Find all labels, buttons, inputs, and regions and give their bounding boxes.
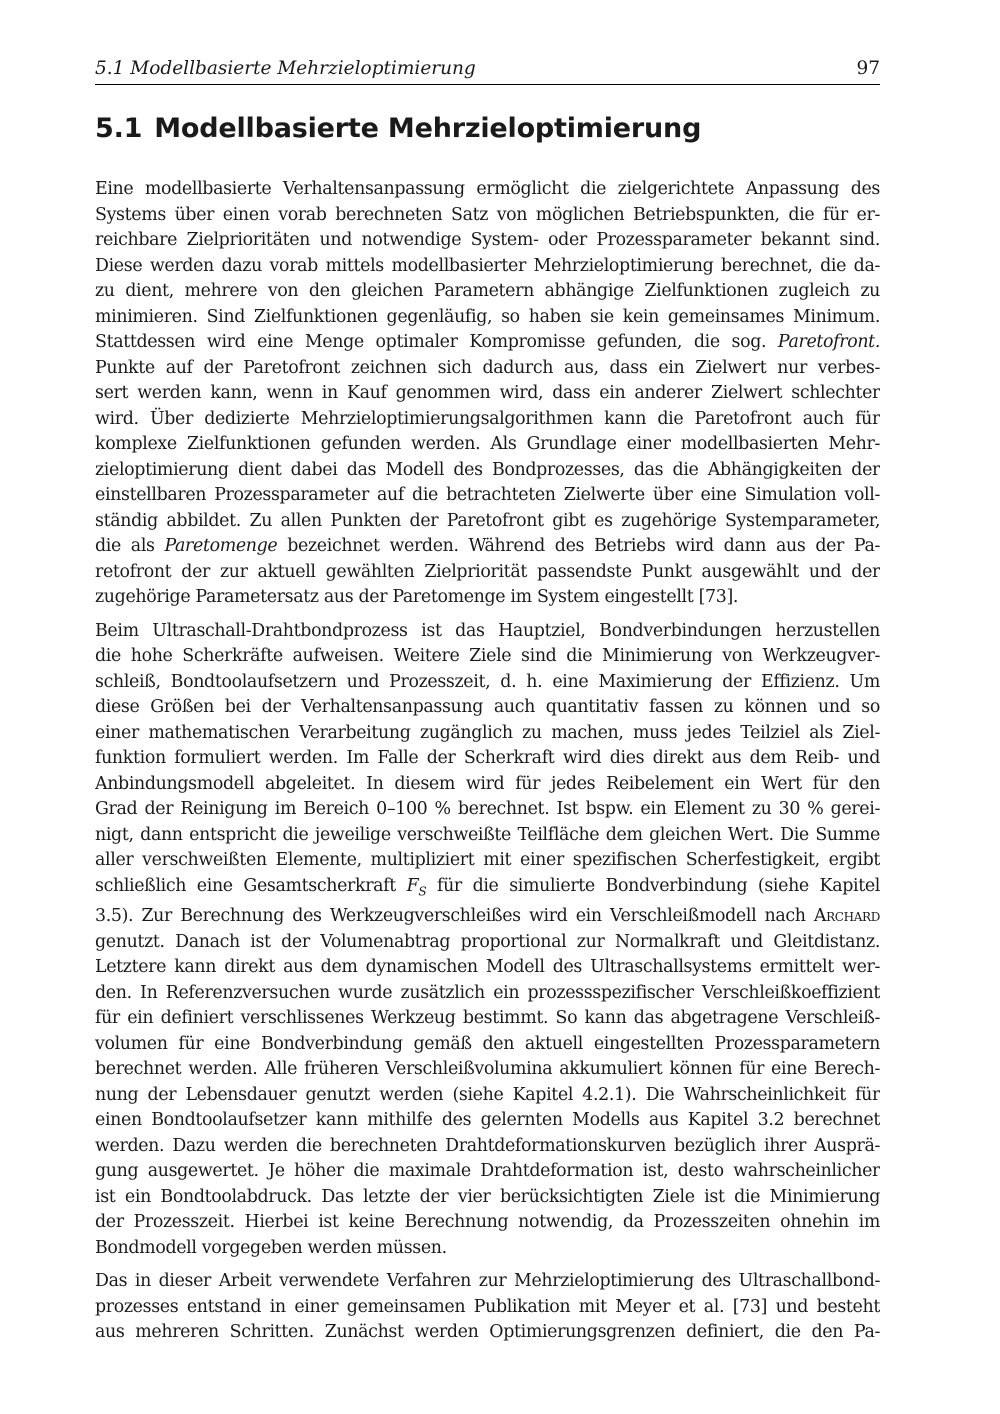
- text-line: genutzt. Danach ist der Volumenabtrag proportional zur Normalkraft und Gleitdistanz.: [95, 931, 880, 952]
- text-line: schließlich eine Gesamtscherkraft $F_S$ für die simulierte Bondverbindung (siehe Kapitel: [95, 875, 880, 898]
- text-line: die hohe Scherkräfte aufweisen. Weitere Ziele sind die Minimierung von Werkzeugver-: [95, 646, 880, 666]
- text-line: Stattdessen wird eine Menge optimaler Kompromisse gefunden, die sog. Paretofront.: [95, 332, 880, 352]
- text-line: den. In Referenzversuchen wurde zusätzlich ein prozessspezifischer Verschleißkoeffizient: [95, 982, 880, 1003]
- text-line: werden. Dazu werden die berechneten Drahtdeformationskurven bezüglich ihrer Ausprä-: [95, 1135, 880, 1156]
- text-line: komplexe Zielfunktionen gefunden werden. Als Grundlage einer modellbasierten Mehr-: [95, 434, 880, 454]
- paragraph-1: [95, 177, 880, 611]
- text-line: retofront der zur aktuell gewählten Zielpriorität passendste Punkt ausgewählt und der: [95, 561, 880, 582]
- text-line: 3.5). Zur Berechnung des Werkzeugverschleißes wird ein Verschleißmodell nach Archard: [95, 906, 880, 927]
- running-head: [95, 58, 880, 85]
- text-line: diese Größen bei der Verhaltensanpassung auch quantitativ fassen zu können und so: [95, 697, 880, 717]
- text-line: prozesses entstand in einer gemeinsamen Publikation mit Meyer et al. [73] und besteht: [95, 1296, 880, 1317]
- text-line: berechnet werden. Alle früheren Verschleißvolumina akkumuliert können für eine Berech-: [95, 1059, 880, 1080]
- text-line: zugehörige Parametersatz aus der Paretomenge im System eingestellt [73].: [95, 587, 739, 607]
- text-line: wird. Über dedizierte Mehrzieloptimierungsalgorithmen kann die Paretofront auch für: [95, 408, 880, 429]
- text-line: ist ein Bondtoolabdruck. Das letzte der vier berücksichtigten Ziele ist die Minimierung: [95, 1186, 880, 1207]
- text-line: sert werden kann, wenn in Kauf genommen wird, dass ein anderer Zielwert schlechter: [95, 383, 880, 403]
- section-heading: [95, 113, 701, 144]
- section-number: 5.1: [95, 113, 143, 144]
- text-line: Beim Ultraschall-Drahtbondprozess ist das Hauptziel, Bondverbindungen herzustellen: [95, 620, 880, 641]
- text-line: Anbindungsmodell abgeleitet. In diesem wird für jedes Reibelement ein Wert für den: [95, 773, 880, 794]
- text-line: volumen für eine Bondverbindung gemäß den aktuell eingestellten Prozessparametern: [95, 1033, 880, 1054]
- text-line: nung der Lebensdauer genutzt werden (siehe Kapitel 4.2.1). Die Wahrscheinlichkeit für: [95, 1084, 880, 1105]
- running-head-title: 5.1 Modellbasierte Mehrzieloptimierung: [95, 58, 476, 79]
- body-text: [95, 177, 880, 1354]
- text-line: für ein definiert verschlissenes Werkzeug bestimmt. So kann das abgetragene Verschleiß-: [95, 1008, 880, 1029]
- text-line: aller verschweißten Elemente, multipliziert mit einer spezifischen Scherfestigkeit, ergibt: [95, 850, 880, 870]
- text-line: Das in dieser Arbeit verwendete Verfahren zur Mehrzieloptimierung des Ultraschallbond-: [95, 1271, 880, 1292]
- text-line: zu dient, mehrere von den gleichen Parametern abhängige Zielfunktionen zugleich zu: [95, 281, 880, 301]
- text-line: reichbare Zielprioritäten und notwendige System- oder Prozessparameter bekannt sind.: [95, 230, 880, 250]
- text-line: Bondmodell vorgegeben werden müssen.: [95, 1237, 447, 1258]
- section-title: Modellbasierte Mehrzieloptimierung: [154, 113, 702, 144]
- paragraph-3: [95, 1269, 880, 1346]
- paragraph-2: [95, 619, 880, 1262]
- text-line: minimieren. Sind Zielfunktionen gegenläufig, so haben sie kein gemeinsames Minimum.: [95, 306, 880, 327]
- text-line: Diese werden dazu vorab mittels modellbasierter Mehrzieloptimierung berechnet, die da-: [95, 255, 880, 276]
- text-line: Punkte auf der Paretofront zeichnen sich dadurch aus, dass ein Zielwert nur verbes-: [95, 357, 880, 378]
- text-line: einer mathematischen Verarbeitung zugänglich zu machen, muss jedes Teilziel als Ziel-: [95, 722, 880, 743]
- text-line: Letztere kann direkt aus dem dynamischen Modell des Ultraschallsystems ermittelt wer-: [95, 957, 880, 978]
- text-line: aus mehreren Schritten. Zunächst werden Optimierungsgrenzen definiert, die den Pa-: [95, 1322, 880, 1343]
- text-line: funktion formuliert werden. Im Falle der Scherkraft wird dies direkt aus dem Reib- und: [95, 748, 880, 768]
- text-line: schleiß, Bondtoolaufsetzern und Prozesszeit, d. h. eine Maximierung der Effizienz. Um: [95, 671, 880, 692]
- text-line: ständig abbildet. Zu allen Punkten der Paretofront gibt es zugehörige Systemparameter,: [95, 510, 880, 531]
- text-line: Systems über einen vorab berechneten Satz von möglichen Betriebspunkten, die für er-: [95, 204, 880, 225]
- text-line: einen Bondtoolaufsetzer kann mithilfe des gelernten Modells aus Kapitel 3.2 berechnet: [95, 1110, 880, 1131]
- text-line: die als Paretomenge bezeichnet werden. Während des Betriebs wird dann aus der Pa-: [95, 536, 880, 556]
- text-line: zieloptimierung dient dabei das Modell des Bondprozesses, das die Abhängigkeiten der: [95, 459, 880, 480]
- page-number: 97: [856, 58, 880, 79]
- text-line: der Prozesszeit. Hierbei ist keine Berechnung notwendig, da Prozesszeiten ohnehin im: [95, 1212, 880, 1233]
- text-line: gung ausgewertet. Je höher die maximale Drahtdeformation ist, desto wahrscheinlicher: [95, 1161, 880, 1182]
- text-line: nigt, dann entspricht die jeweilige verschweißte Teilfläche dem gleichen Wert. Die Summe: [95, 824, 880, 845]
- text-line: Grad der Reinigung im Bereich 0–100 % berechnet. Ist bspw. ein Element zu 30 % gerei-: [95, 799, 880, 819]
- text-line: einstellbaren Prozessparameter auf die betrachteten Zielwerte über eine Simulation voll-: [95, 485, 880, 505]
- text-line: Eine modellbasierte Verhaltensanpassung ermöglicht die zielgerichtete Anpassung des: [95, 179, 880, 199]
